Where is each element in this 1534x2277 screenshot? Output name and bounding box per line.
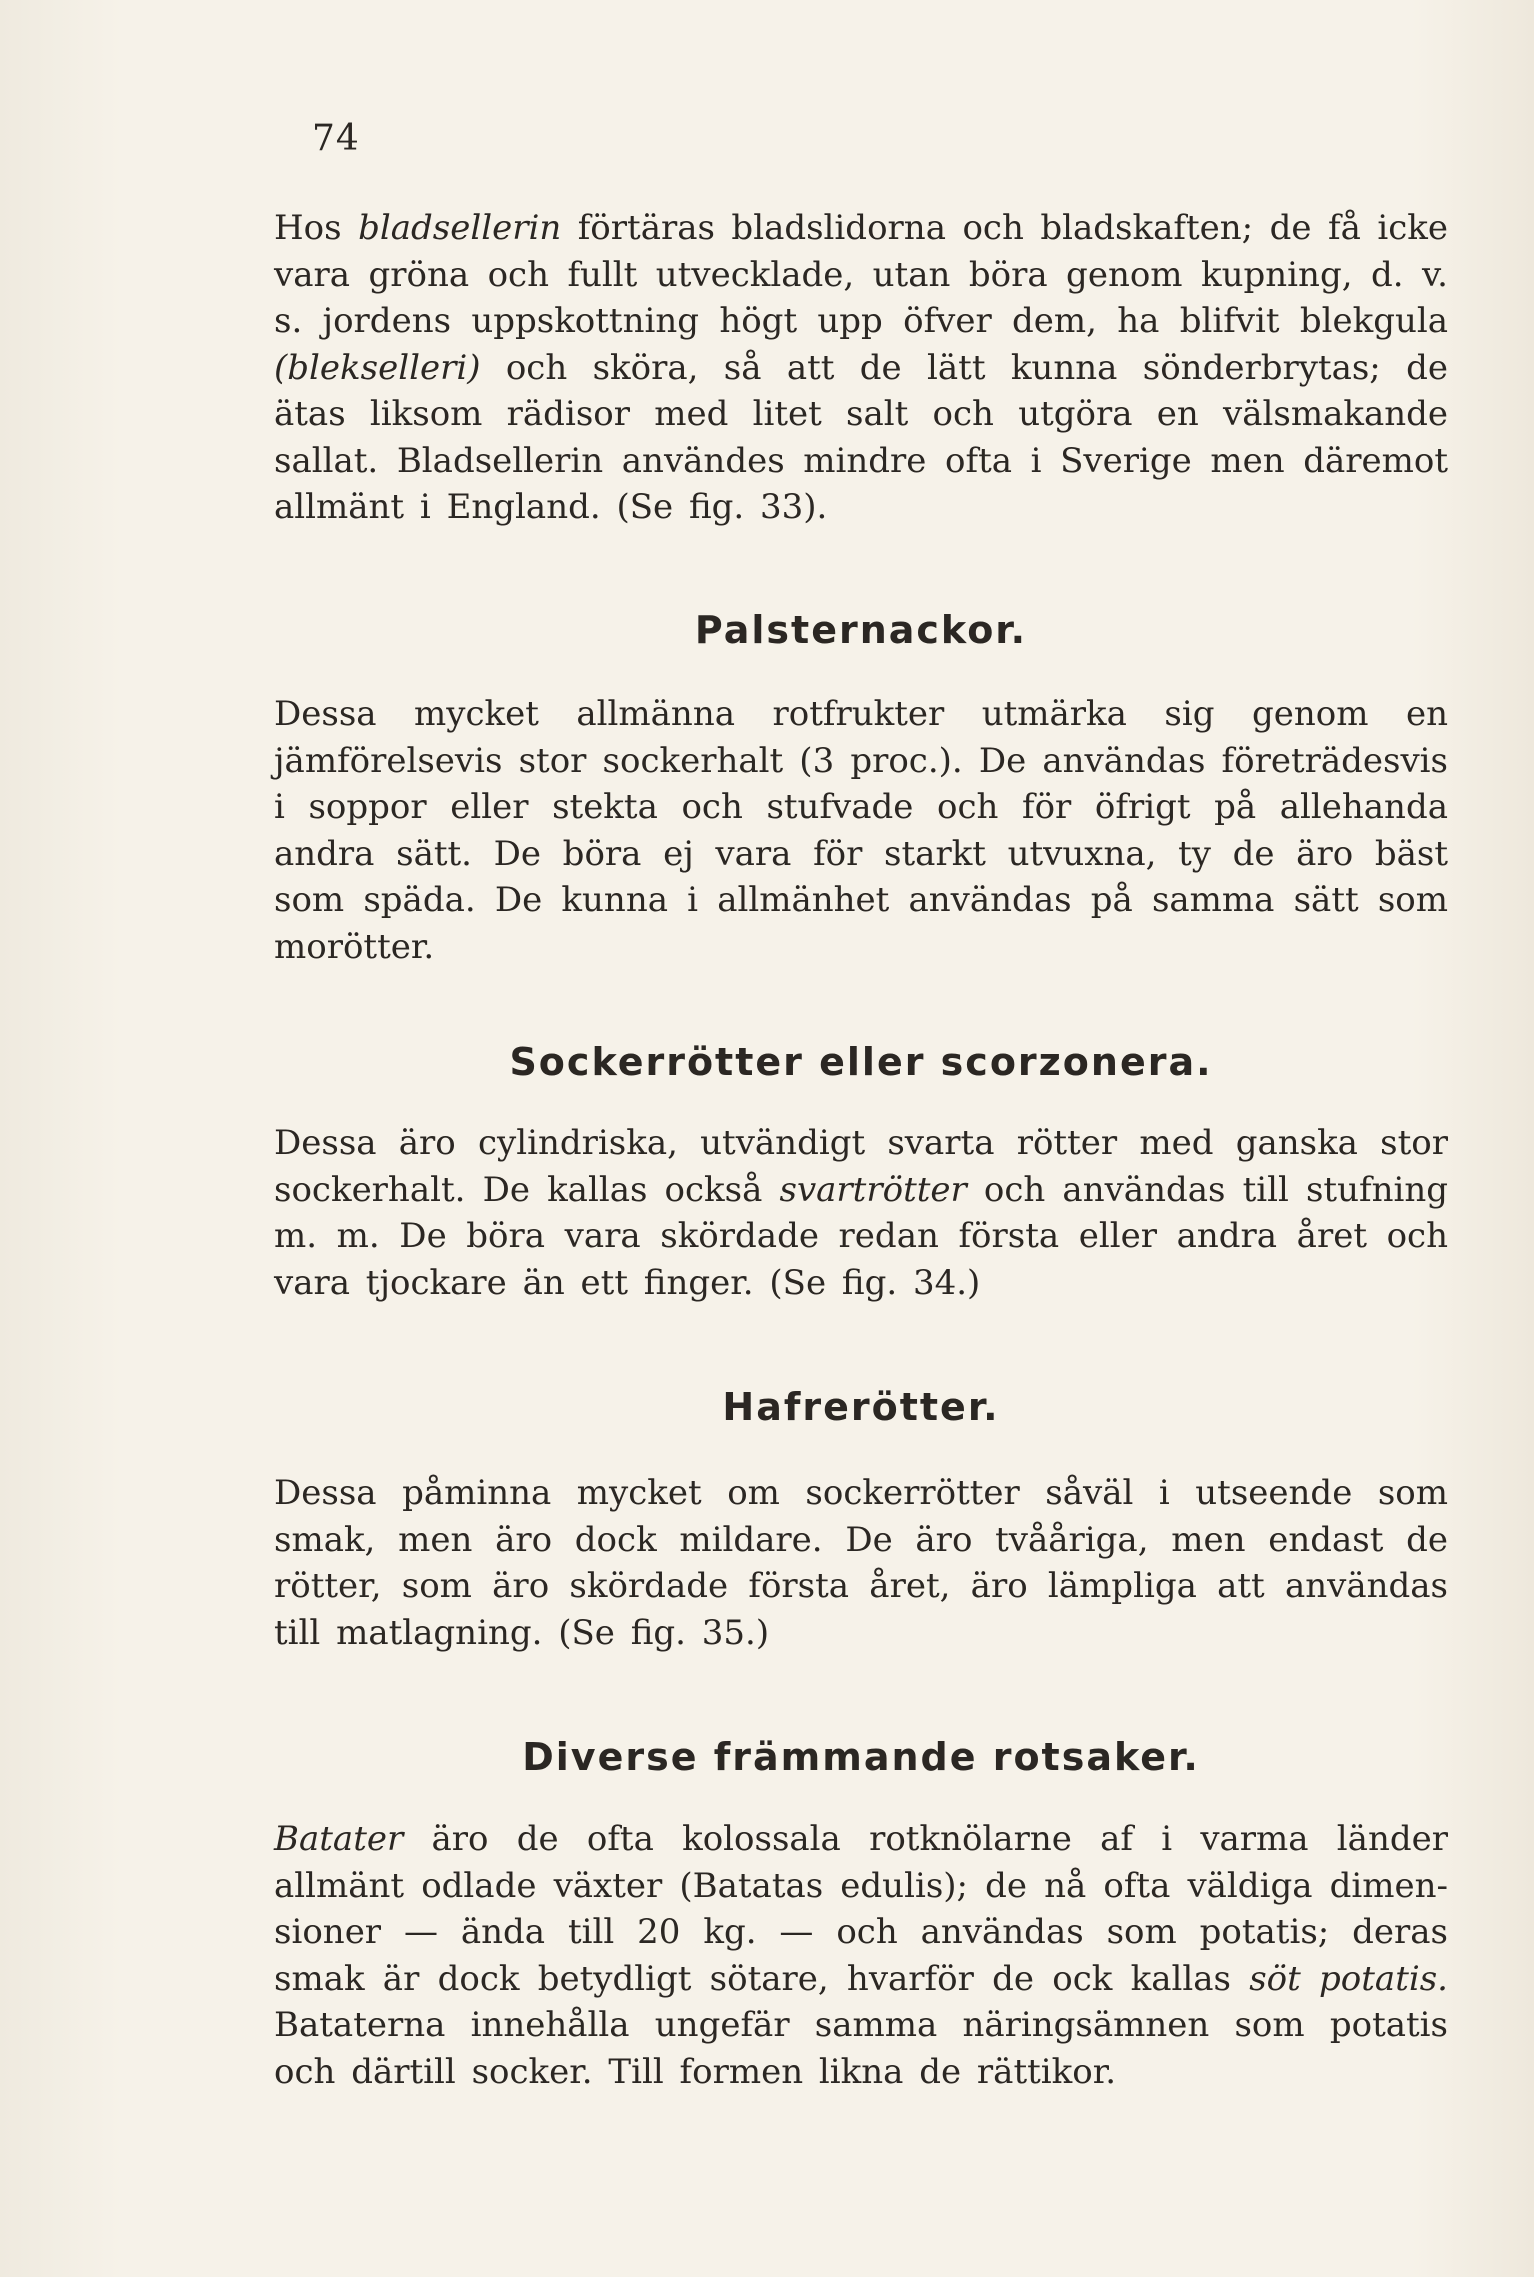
italic-term: (bleksellerі) [274, 347, 481, 388]
heading-sockerrotter: Sockerrötter eller scorzonera. [509, 1040, 1213, 1084]
text-run: och sköra, så att de lätt kunna sönderbrytas; de ätas liksom rädisor med litet salt och utgöra en välsmakande sallat. Bladsellerin användes mindre ofta i Sverige men däremot allmänt i England. (Se fig. 33). [274, 347, 1448, 527]
heading-palsternackor: Palsternackor. [694, 608, 1028, 652]
italic-term: svartrötter [779, 1169, 967, 1210]
text-run: Dessa äro cylindriska, utvändigt svarta rötter med ganska stor sockerhalt. De kallas också [274, 1123, 1448, 1210]
paragraph-palsternackor: Dessa mycket allmänna rotfrukter utmärka sig genom en jämförelsevis stor sockerhalt (3 proc.). De användas företrädesvis i soppor eller stekta och stufvade och för öfrigt på allehanda andra sätt. De böra ej vara för starkt utvuxna, ty de äro bäst som späda. De kunna i allmänhet användas på samma sätt som morötter. [274, 694, 1448, 967]
page-number: 74 [312, 118, 360, 159]
italic-term: söt potatis. [1249, 1958, 1448, 1999]
paragraph-diverse [274, 1816, 1448, 2095]
heading-diverse: Diverse främmande rotsaker. [522, 1735, 1200, 1779]
text-run: förtäras bladslidorna och bladskaften; de få icke vara gröna och fullt utvecklade, utan böra genom kupning, d. v. s. jordens uppskottning högt upp öfver dem, ha blifvit blekgula [274, 208, 1448, 341]
paragraph-bladselleri [274, 205, 1448, 531]
text-run: Bataterna innehålla ungefär samma näringsämnen som potatis och därtill socker. Till formen likna de rättikor. [274, 2005, 1448, 2092]
text-run: äro de ofta kolossala rotknölarne af i varma länder allmänt odlade växter (Batatas edulis); de nå ofta väldiga dimensioner — ända till 20 kg. — och användas som potatis; deras smak är dock betydligt sötare, hvarför de ock kallas [274, 1819, 1448, 1999]
text-run: Hos [274, 208, 359, 248]
paragraph-sockerrotter [274, 1120, 1448, 1306]
text-run: och användas till stufning m. m. De böra vara skördade redan första eller andra året och vara tjockare än ett finger. (Se fig. 34.) [274, 1169, 1449, 1303]
paragraph-hafrerotter: Dessa påminna mycket om sockerrötter såväl i utseende som smak, men äro dock mildare. De äro tvååriga, men endast de rötter, som äro skördade första året, äro lämpliga att användas till matlagning. (Se fig. 35.) [274, 1473, 1448, 1653]
heading-hafrerotter: Hafrerötter. [722, 1385, 1000, 1429]
italic-term: bladsellerin [358, 208, 562, 248]
italic-term: Batater [274, 1819, 404, 1859]
